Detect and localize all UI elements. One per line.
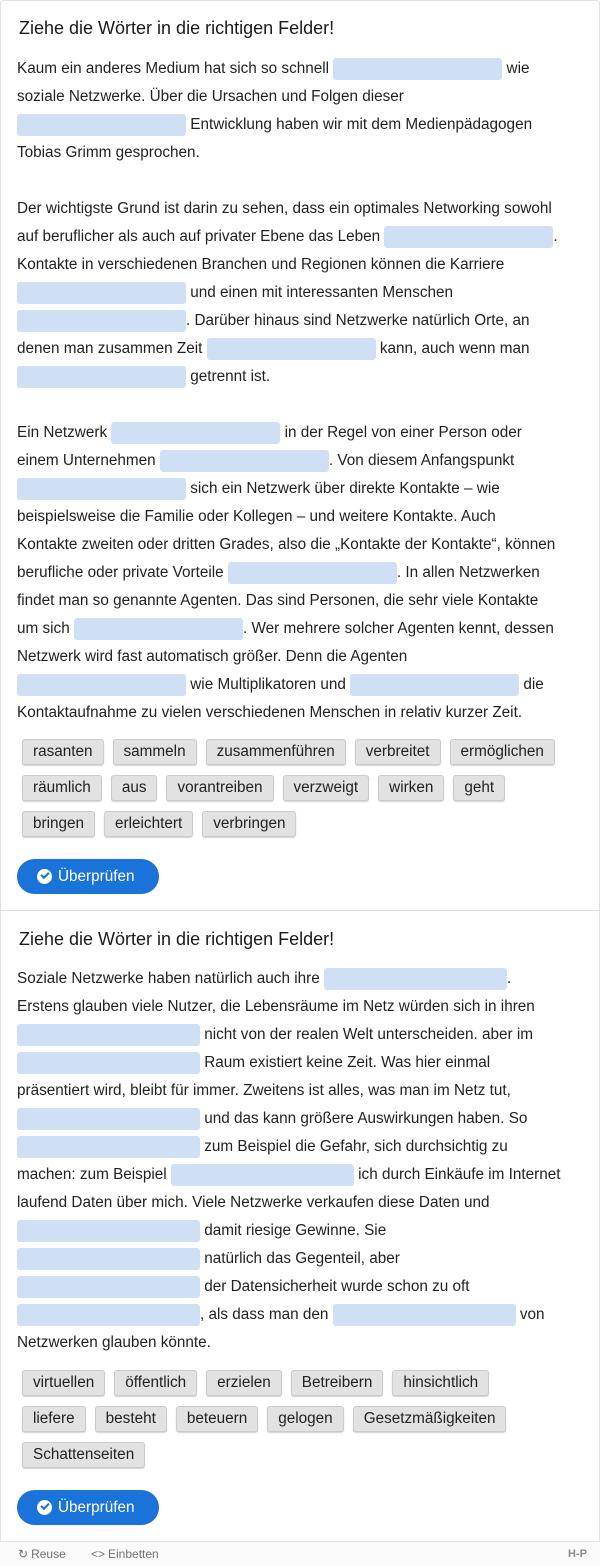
- text-line: [17, 363, 585, 391]
- draggable-word[interactable]: liefere: [22, 1406, 86, 1432]
- draggable-word[interactable]: beteuern: [176, 1406, 258, 1432]
- drop-zone[interactable]: [17, 1276, 200, 1298]
- text-segment: wie: [502, 60, 530, 77]
- text-line: [17, 643, 585, 671]
- text-segment: sich ein Netzwerk über direkte Kontakte – wie: [186, 480, 500, 497]
- text-segment: beispielsweise die Familie oder Kollegen – und weitere Kontakte. Auch: [17, 508, 496, 525]
- drop-zone[interactable]: [17, 674, 186, 696]
- text-segment: damit riesige Gewinne. Sie: [200, 1222, 387, 1239]
- text-segment: berufliche oder private Vorteile: [17, 564, 228, 581]
- text-line: [17, 55, 585, 83]
- text-segment: . Von diesem Anfangspunkt: [328, 452, 515, 469]
- text-line: [17, 1077, 585, 1105]
- drop-zone[interactable]: [17, 310, 186, 332]
- draggable-word[interactable]: vorantreiben: [166, 775, 273, 801]
- drop-zone[interactable]: [384, 226, 553, 248]
- text-line: [17, 475, 585, 503]
- draggable-word[interactable]: geht: [453, 775, 505, 801]
- text-line: [17, 587, 585, 615]
- text-line: [17, 1161, 585, 1189]
- text-line: [17, 615, 585, 643]
- text-line: [17, 503, 585, 531]
- text-line: [17, 391, 585, 419]
- text-line: [17, 307, 585, 335]
- text-line: [17, 671, 585, 699]
- check-button-label: Überprüfen: [58, 1499, 135, 1516]
- check-circle-icon: [37, 869, 52, 884]
- text-segment: wie Multiplikatoren und: [186, 676, 351, 693]
- drop-zone[interactable]: [207, 338, 376, 360]
- draggable-word[interactable]: rasanten: [22, 739, 104, 765]
- text-segment: natürlich das Gegenteil, aber: [200, 1250, 400, 1267]
- draggable-word[interactable]: gelogen: [267, 1406, 343, 1432]
- draggable-word[interactable]: erleichtert: [104, 811, 193, 837]
- drop-zone[interactable]: [111, 422, 280, 444]
- text-segment: und einen mit interessanten Menschen: [186, 284, 454, 301]
- check-circle-icon: [37, 1500, 52, 1515]
- text-segment: um sich: [17, 620, 74, 637]
- text-line: [17, 1329, 585, 1357]
- embed-button[interactable]: [91, 1548, 159, 1561]
- text-segment: in der Regel von einer Person oder: [280, 424, 522, 441]
- text-segment: Netzwerken glauben könnte.: [17, 1334, 211, 1351]
- text-segment: machen: zum Beispiel: [17, 1166, 171, 1183]
- draggable-word[interactable]: verbringen: [202, 811, 296, 837]
- drop-zone[interactable]: [17, 1304, 200, 1326]
- text-line: [17, 167, 585, 195]
- text-segment: kann, auch wenn man: [375, 340, 530, 357]
- text-line: [17, 1217, 585, 1245]
- reuse-icon: ↻: [18, 1547, 29, 1561]
- h5p-logo: H-P: [568, 1548, 587, 1560]
- drop-zone[interactable]: [333, 58, 502, 80]
- drop-zone[interactable]: [324, 968, 507, 990]
- text-segment: denen man zusammen Zeit: [17, 340, 207, 357]
- draggable-word[interactable]: besteht: [95, 1406, 167, 1432]
- draggable-word[interactable]: erzielen: [206, 1370, 282, 1396]
- draggable-word[interactable]: verzweigt: [283, 775, 370, 801]
- text-line: [17, 251, 585, 279]
- text-segment: Kaum ein anderes Medium hat sich so schnell: [17, 60, 334, 77]
- text-segment: Kontakte in verschiedenen Branchen und Regionen können die Karriere: [17, 256, 505, 273]
- draggable-word[interactable]: wirken: [378, 775, 444, 801]
- task-title: Ziehe die Wörter in die richtigen Felder!: [19, 18, 335, 38]
- text-segment: Ein Netzwerk: [17, 424, 112, 441]
- text-line: [17, 223, 585, 251]
- text-line: [17, 1105, 585, 1133]
- drag-text-task-2: [0, 911, 600, 1541]
- text-segment: von: [515, 1306, 545, 1323]
- text-segment: soziale Netzwerke. Über die Ursachen und Folgen dieser: [17, 88, 404, 105]
- drop-zone[interactable]: [17, 1220, 200, 1242]
- text-line: [17, 531, 585, 559]
- task-text: [17, 55, 585, 727]
- text-line: [17, 195, 585, 223]
- drop-zone[interactable]: [171, 1164, 354, 1186]
- draggable-word[interactable]: hinsichtlich: [392, 1370, 489, 1396]
- draggable-word[interactable]: ermöglichen: [450, 739, 555, 765]
- text-segment: getrennt ist.: [186, 368, 271, 385]
- text-line: [17, 965, 585, 993]
- draggable-word[interactable]: Schattenseiten: [22, 1442, 145, 1468]
- word-row: [22, 1442, 515, 1478]
- drop-zone[interactable]: [228, 562, 397, 584]
- text-line: [17, 699, 585, 727]
- draggable-word[interactable]: zusammenführen: [206, 739, 346, 765]
- draggable-word[interactable]: öffentlich: [114, 1370, 197, 1396]
- text-segment: und das kann größere Auswirkungen haben. So: [200, 1110, 528, 1127]
- text-segment: präsentiert wird, bleibt für immer. Zweitens ist alles, was man im Netz tut,: [17, 1082, 511, 1099]
- drop-zone[interactable]: [17, 1108, 200, 1130]
- draggable-word[interactable]: Gesetzmäßigkeiten: [353, 1406, 507, 1432]
- drop-zone[interactable]: [17, 282, 186, 304]
- task-text: [17, 965, 585, 1357]
- text-segment: Kontaktaufnahme zu vielen verschiedenen Menschen in relativ kurzer Zeit.: [17, 704, 523, 721]
- text-segment: . In allen Netzwerken: [396, 564, 540, 581]
- check-button[interactable]: [17, 1490, 159, 1525]
- text-line: [17, 559, 585, 587]
- draggable-word[interactable]: Betreibern: [291, 1370, 384, 1396]
- text-line: [17, 1301, 585, 1329]
- text-line: [17, 1049, 585, 1077]
- text-segment: nicht von der realen Welt unterscheiden. aber im: [200, 1026, 534, 1043]
- text-segment: Erstens glauben viele Nutzer, die Lebensräume im Netz würden sich in ihren: [17, 998, 535, 1015]
- text-segment: auf beruflicher als auch auf privater Ebene das Leben: [17, 228, 385, 245]
- text-segment: Der wichtigste Grund ist darin zu sehen, dass ein optimales Networking sowohl: [17, 200, 552, 217]
- text-segment: findet man so genannte Agenten. Das sind Personen, die sehr viele Kontakte: [17, 592, 539, 609]
- drop-zone[interactable]: [17, 1052, 200, 1074]
- drop-zone[interactable]: [17, 1136, 200, 1158]
- text-line: [17, 1133, 585, 1161]
- text-segment: die: [519, 676, 544, 693]
- text-segment: Soziale Netzwerke haben natürlich auch ihre: [17, 970, 324, 987]
- text-line: [17, 1021, 585, 1049]
- text-segment: Entwicklung haben wir mit dem Medienpädagogen: [186, 116, 533, 133]
- text-line: [17, 1273, 585, 1301]
- draggable-word[interactable]: verbreitet: [355, 739, 441, 765]
- text-line: [17, 139, 585, 167]
- text-line: [17, 447, 585, 475]
- embed-code-icon: <>: [91, 1547, 106, 1561]
- text-segment: .: [506, 970, 512, 987]
- text-line: [17, 1189, 585, 1217]
- text-segment: laufend Daten über mich. Viele Netzwerke verkaufen diese Daten und: [17, 1194, 490, 1211]
- word-row: [22, 1406, 515, 1442]
- text-segment: Kontakte zweiten oder dritten Grades, also die „Kontakte der Kontakte“, können: [17, 536, 556, 553]
- text-line: [17, 993, 585, 1021]
- footer-bar: [0, 1541, 600, 1566]
- word-row: [22, 811, 564, 847]
- text-segment: ich durch Einkäufe im Internet: [353, 1166, 561, 1183]
- text-line: [17, 419, 585, 447]
- word-pool: [22, 1370, 515, 1478]
- drop-zone[interactable]: [17, 114, 186, 136]
- check-button-label: Überprüfen: [58, 868, 135, 885]
- text-segment: . Wer mehrere solcher Agenten kennt, dessen: [242, 620, 554, 637]
- text-line: [17, 83, 585, 111]
- text-segment: . Darüber hinaus sind Netzwerke natürlich Orte, an: [186, 312, 530, 329]
- text-segment: zum Beispiel die Gefahr, sich durchsichtig zu: [200, 1138, 508, 1155]
- drop-zone[interactable]: [17, 1248, 200, 1270]
- text-line: [17, 1245, 585, 1273]
- drop-zone[interactable]: [160, 450, 329, 472]
- draggable-word[interactable]: sammeln: [113, 739, 197, 765]
- reuse-label: Reuse: [31, 1547, 66, 1561]
- word-row: [22, 1370, 515, 1406]
- text-segment: der Datensicherheit wurde schon zu oft: [200, 1278, 470, 1295]
- drop-zone[interactable]: [333, 1304, 516, 1326]
- text-segment: .: [553, 228, 558, 245]
- text-segment: , als dass man den: [200, 1306, 333, 1323]
- drop-zone[interactable]: [350, 674, 519, 696]
- task-title: Ziehe die Wörter in die richtigen Felder!: [19, 929, 335, 949]
- draggable-word[interactable]: bringen: [22, 811, 95, 837]
- word-pool: [22, 739, 564, 847]
- draggable-word[interactable]: virtuellen: [22, 1370, 105, 1396]
- text-line: [17, 335, 585, 363]
- draggable-word[interactable]: räumlich: [22, 775, 102, 801]
- word-row: [22, 739, 564, 775]
- drop-zone[interactable]: [17, 1024, 200, 1046]
- word-row: [22, 775, 564, 811]
- drop-zone[interactable]: [17, 366, 186, 388]
- text-line: [17, 279, 585, 307]
- text-segment: Tobias Grimm gesprochen.: [17, 144, 200, 161]
- text-segment: Raum existiert keine Zeit. Was hier einmal: [200, 1054, 491, 1071]
- drop-zone[interactable]: [74, 618, 243, 640]
- text-segment: einem Unternehmen: [17, 452, 160, 469]
- check-button[interactable]: [17, 859, 159, 894]
- drop-zone[interactable]: [17, 478, 186, 500]
- text-line: [17, 111, 585, 139]
- reuse-button[interactable]: [18, 1548, 66, 1561]
- draggable-word[interactable]: aus: [111, 775, 158, 801]
- embed-label: Einbetten: [108, 1547, 159, 1561]
- text-segment: Netzwerk wird fast automatisch größer. Denn die Agenten: [17, 648, 408, 665]
